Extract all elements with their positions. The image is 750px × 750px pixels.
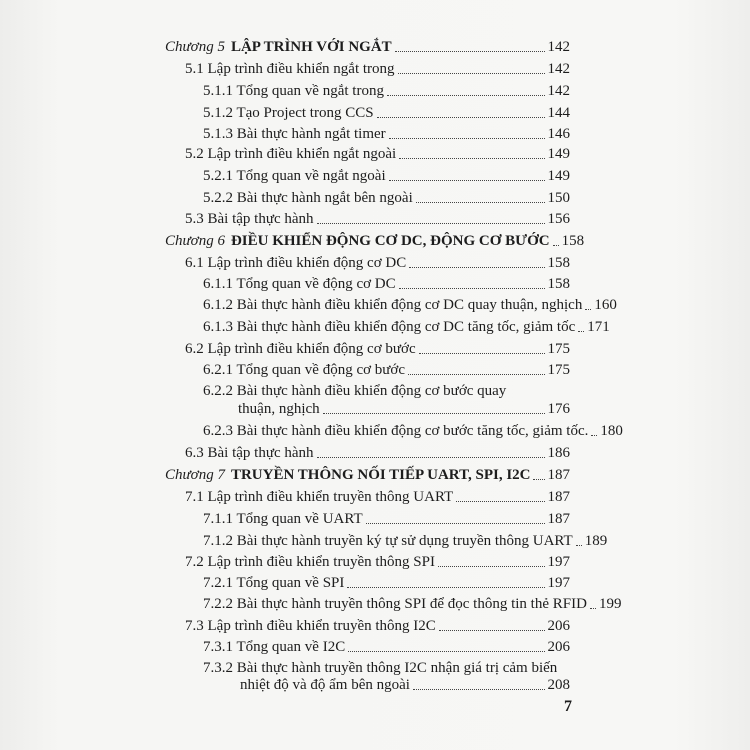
section-title: Tổng quan về SPI — [236, 575, 345, 592]
section-number: 7.1.2 — [203, 532, 233, 549]
chapter-6-row — [165, 232, 585, 250]
section-title: Lập trình điều khiển động cơ bước — [207, 340, 416, 357]
section-title: Tổng quan về động cơ DC — [236, 276, 396, 293]
chapter-title: LẬP TRÌNH VỚI NGẮT — [230, 39, 392, 55]
page-ref: 142 — [547, 39, 570, 55]
dot-leader — [533, 479, 544, 480]
section-title: Bài tập thực hành — [207, 444, 314, 461]
page-ref: 146 — [547, 126, 570, 143]
section-number: 5.2.1 — [203, 167, 233, 184]
dot-leader — [591, 435, 597, 436]
page-number: 7 — [564, 698, 572, 715]
section-number: 7.2 — [185, 553, 204, 570]
toc-entry — [203, 532, 608, 550]
section-number: 6.2.3 — [203, 423, 233, 440]
section-title: Bài thực hành truyền ký tự sử dụng truyền thông UART — [236, 532, 573, 549]
toc-entry — [203, 104, 570, 122]
section-title: Bài thực hành điều khiển động cơ bước tăng tốc, giảm tốc. — [236, 423, 589, 440]
toc-entry — [203, 167, 570, 185]
section-number: 6.3 — [185, 444, 204, 461]
toc-entry — [185, 60, 570, 78]
page-ref: 156 — [547, 211, 570, 228]
dot-leader — [590, 608, 596, 609]
section-number: 6.1.3 — [203, 318, 233, 335]
section-title: Tổng quan về động cơ bước — [236, 362, 406, 379]
section-title: Lập trình điều khiển ngắt trong — [207, 61, 395, 78]
dot-leader — [389, 180, 545, 181]
section-title-continued: nhiệt độ và độ ẩm bên ngoài — [240, 677, 410, 693]
dot-leader — [366, 523, 545, 524]
page-ref: 144 — [547, 104, 570, 121]
dot-leader — [585, 309, 591, 310]
dot-leader — [408, 374, 544, 375]
section-number: 6.2.1 — [203, 362, 233, 379]
toc-entry — [185, 145, 570, 163]
toc-entry — [185, 210, 570, 228]
page-ref: 150 — [547, 189, 570, 206]
toc-entry — [185, 254, 570, 272]
toc-entry — [203, 361, 570, 379]
dot-leader — [416, 202, 545, 203]
section-number: 7.3.2 — [203, 660, 233, 677]
toc-entry — [203, 659, 570, 677]
section-number: 5.1.2 — [203, 104, 233, 121]
toc-entry — [203, 638, 570, 656]
page-ref: 160 — [594, 297, 617, 314]
section-title: Bài thực hành ngắt bên ngoài — [236, 189, 413, 206]
section-number: 6.1 — [185, 254, 204, 271]
section-number: 5.1.1 — [203, 82, 233, 99]
dot-leader — [439, 630, 545, 631]
toc-entry — [203, 125, 570, 143]
section-number: 5.2.2 — [203, 189, 233, 206]
toc-entry — [185, 340, 570, 358]
toc-entry-continued — [238, 400, 570, 418]
section-title: Tổng quan về I2C — [236, 639, 346, 656]
chapter-title: TRUYỀN THÔNG NỐI TIẾP UART, SPI, I2C — [230, 466, 531, 483]
chapter-label: Chương 7 — [165, 466, 225, 483]
dot-leader — [576, 545, 582, 546]
page-ref: 175 — [547, 340, 570, 357]
chapter-label: Chương 5 — [165, 39, 225, 55]
page-ref: 158 — [561, 233, 585, 250]
page-ref: 171 — [587, 318, 610, 335]
chapter-7-row — [165, 466, 570, 484]
section-number: 5.3 — [185, 211, 204, 228]
dot-leader — [438, 566, 545, 567]
section-number: 6.1.2 — [203, 297, 233, 314]
section-number: 7.1.1 — [203, 511, 233, 528]
page-ref: 158 — [547, 276, 570, 293]
page-ref: 180 — [600, 423, 623, 440]
toc-entry — [203, 318, 610, 336]
page-ref: 189 — [584, 532, 608, 549]
dot-leader — [395, 51, 545, 52]
dot-leader — [578, 331, 584, 332]
section-number: 5.1 — [185, 61, 204, 78]
section-title: Bài thực hành truyền thông I2C nhận giá trị cảm biến — [236, 660, 558, 677]
page-ref: 175 — [547, 362, 570, 379]
section-number: 7.2.1 — [203, 575, 233, 592]
page-ref: 149 — [547, 167, 570, 184]
dot-leader — [409, 267, 544, 268]
chapter-label: Chương 6 — [165, 233, 225, 250]
section-number: 7.3.1 — [203, 639, 233, 656]
section-number: 6.1.1 — [203, 276, 233, 293]
toc-entry-continued — [240, 676, 570, 694]
toc-entry — [203, 422, 623, 440]
dot-leader — [387, 95, 545, 96]
section-number: 5.2 — [185, 146, 204, 163]
section-title-continued: thuận, nghịch — [238, 401, 320, 418]
dot-leader — [413, 689, 545, 690]
page-ref: 186 — [547, 444, 570, 461]
section-number: 6.2.2 — [203, 383, 233, 400]
dot-leader — [399, 158, 544, 159]
dot-leader — [317, 223, 545, 224]
dot-leader — [419, 353, 545, 354]
dot-leader — [399, 288, 545, 289]
section-title: Tạo Project trong CCS — [236, 104, 374, 121]
section-title: Bài thực hành điều khiển động cơ DC tăng tốc, giảm tốc — [236, 318, 576, 335]
section-title: Lập trình điều khiển động cơ DC — [207, 254, 407, 271]
toc-entry — [203, 189, 570, 207]
section-title: Tổng quan về UART — [236, 511, 363, 528]
dot-leader — [456, 501, 544, 502]
toc-entry — [203, 296, 617, 314]
dot-leader — [389, 138, 545, 139]
section-number: 7.2.2 — [203, 596, 233, 613]
dot-leader — [553, 245, 559, 246]
page-ref: 149 — [547, 146, 570, 163]
chapter-5-row — [165, 38, 570, 56]
dot-leader — [398, 73, 545, 74]
section-number: 6.2 — [185, 340, 204, 357]
page-ref: 187 — [547, 466, 570, 483]
toc-entry — [185, 488, 570, 506]
toc-entry — [185, 617, 570, 635]
dot-leader — [377, 117, 545, 118]
page-ref: 142 — [547, 61, 570, 78]
section-title: Bài thực hành điều khiển động cơ DC quay thuận, nghịch — [236, 297, 583, 314]
section-number: 7.3 — [185, 617, 204, 634]
section-title: Lập trình điều khiển ngắt ngoài — [207, 146, 397, 163]
page-ref: 176 — [547, 401, 570, 418]
page-ref: 206 — [547, 617, 570, 634]
section-title: Bài tập thực hành — [207, 211, 314, 228]
toc-entry — [203, 574, 570, 592]
toc-entry — [203, 275, 570, 293]
section-title: Lập trình điều khiển truyền thông SPI — [207, 553, 435, 570]
dot-leader — [323, 413, 545, 414]
section-title: Tổng quan về ngắt trong — [236, 82, 384, 99]
section-title: Bài thực hành truyền thông SPI để đọc thông tin thẻ RFID — [236, 596, 587, 613]
page-ref: 206 — [547, 639, 570, 656]
section-title: Lập trình điều khiển truyền thông UART — [207, 489, 454, 506]
toc-entry — [203, 595, 622, 613]
page-ref: 158 — [547, 254, 570, 271]
toc-entry — [203, 510, 570, 528]
section-title: Tổng quan về ngắt ngoài — [236, 167, 386, 184]
toc-entry — [203, 382, 570, 400]
toc-entry — [185, 444, 570, 462]
page-ref: 197 — [547, 575, 570, 592]
section-title: Bài thực hành điều khiển động cơ bước quay — [236, 383, 507, 400]
dot-leader — [317, 457, 545, 458]
toc-entry — [185, 553, 570, 571]
section-title: Lập trình điều khiển truyền thông I2C — [207, 617, 436, 634]
toc-entry — [203, 82, 570, 100]
section-number: 7.1 — [185, 489, 204, 506]
section-number: 5.1.3 — [203, 126, 233, 143]
page-ref: 208 — [547, 677, 570, 693]
page-ref: 187 — [547, 489, 570, 506]
page-ref: 142 — [547, 82, 570, 99]
chapter-title: ĐIỀU KHIỂN ĐỘNG CƠ DC, ĐỘNG CƠ BƯỚC — [230, 233, 550, 250]
page-ref: 187 — [547, 511, 570, 528]
page-ref: 197 — [547, 553, 570, 570]
dot-leader — [347, 587, 544, 588]
dot-leader — [348, 651, 544, 652]
section-title: Bài thực hành ngắt timer — [236, 126, 386, 143]
page-ref: 199 — [598, 596, 622, 613]
